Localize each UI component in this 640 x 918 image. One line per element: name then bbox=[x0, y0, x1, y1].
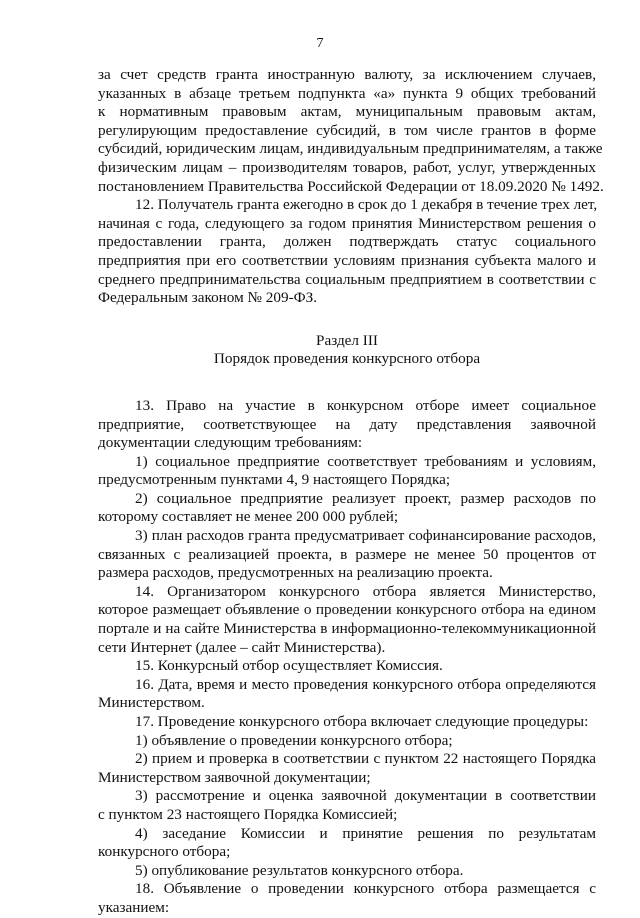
text-line: конкурсного отбора; bbox=[98, 843, 231, 861]
text-line: начиная с года, следующего за годом принятия Министерством решения о bbox=[98, 214, 596, 232]
text-line: к нормативным правовым актам, муниципальным правовым актам, bbox=[98, 103, 596, 121]
text-line: указанных в абзаце третьем подпункта «а» пункта 9 общих требований bbox=[98, 84, 596, 102]
text-line: физическим лицам – производителям товаров, работ, услуг, утвержденных bbox=[98, 158, 596, 176]
text-line: размера расходов, предусмотренных на реализацию проекта. bbox=[98, 564, 493, 582]
text-line: 12. Получатель гранта ежегодно в срок до 1 декабря в течение трех лет, bbox=[135, 196, 598, 214]
text-line: предоставлении гранта, должен подтверждать статус социального bbox=[98, 233, 596, 251]
text-line: 2) прием и проверка в соответствии с пунктом 22 настоящего Порядка bbox=[135, 750, 596, 768]
section-title: Порядок проведения конкурсного отбора bbox=[213, 350, 481, 368]
text-line: 15. Конкурсный отбор осуществляет Комиссия. bbox=[135, 657, 443, 675]
text-line: 17. Проведение конкурсного отбора включает следующие процедуры: bbox=[135, 713, 589, 730]
text-line: предприятия при его соответствии условиям признания субъекта малого и bbox=[98, 251, 596, 269]
text-line: среднего предпринимательства социальным предприятием в соответствии с bbox=[98, 270, 596, 288]
text-line: постановлением Правительства Российской Федерации от 18.09.2020 № 1492. bbox=[98, 177, 604, 195]
text-line: указанием: bbox=[98, 898, 170, 916]
text-line: документации следующим требованиям: bbox=[98, 434, 363, 452]
text-line: с пунктом 23 настоящего Порядка Комиссией; bbox=[98, 805, 398, 823]
text-line: 5) опубликование результатов конкурсного отбора. bbox=[135, 861, 464, 879]
text-line: 3) рассмотрение и оценка заявочной документации в соответствии bbox=[135, 787, 596, 805]
document-body bbox=[98, 66, 604, 918]
text-line: 3) план расходов гранта предусматривает софинансирование расходов, bbox=[135, 527, 596, 545]
text-line: портале и на сайте Министерства в информационно-телекоммуникационной bbox=[98, 620, 596, 638]
text-line: 14. Организатором конкурсного отбора является Министерство, bbox=[135, 582, 596, 600]
section-heading bbox=[98, 332, 596, 369]
text-line: 1) социальное предприятие соответствует требованиям и условиям, bbox=[135, 452, 596, 470]
text-line: регулирующим предоставление субсидий, в том числе грантов в форме bbox=[98, 121, 596, 139]
text-line: 18. Объявление о проведении конкурсного отбора размещается с bbox=[135, 880, 596, 898]
text-line: Министерством заявочной документации; bbox=[98, 768, 371, 786]
text-line: 16. Дата, время и место проведения конкурсного отбора определяются bbox=[135, 675, 596, 693]
text-line: 2) социальное предприятие реализует проект, размер расходов по bbox=[135, 489, 596, 507]
text-line: Федеральным законом № 209-ФЗ. bbox=[98, 289, 318, 307]
text-line: предприятие, соответствующее на дату представления заявочной bbox=[98, 415, 596, 433]
text-line: предусмотренным пунктами 4, 9 настоящего Порядка; bbox=[98, 471, 451, 489]
text-line: субсидий, юридическим лицам, индивидуальным предпринимателям, а также bbox=[98, 140, 603, 158]
section-number: Раздел III bbox=[316, 331, 378, 349]
text-line: Министерством. bbox=[98, 694, 205, 712]
text-line: за счет средств гранта иностранную валюту, за исключением случаев, bbox=[98, 66, 596, 83]
text-line: 13. Право на участие в конкурсном отборе имеет социальное bbox=[135, 396, 596, 414]
text-line: которому составляет не менее 200 000 рублей; bbox=[98, 508, 399, 526]
text-line: связанных с реализацией проекта, в размере не менее 50 процентов от bbox=[98, 545, 596, 563]
text-line: сети Интернет (далее – сайт Министерства). bbox=[98, 638, 386, 656]
page-number: 7 bbox=[316, 36, 324, 51]
text-line: которое размещает объявление о проведении конкурсного отбора на едином bbox=[98, 601, 596, 619]
text-line: 4) заседание Комиссии и принятие решения по результатам bbox=[135, 824, 596, 842]
text-line: 1) объявление о проведении конкурсного отбора; bbox=[135, 731, 453, 749]
